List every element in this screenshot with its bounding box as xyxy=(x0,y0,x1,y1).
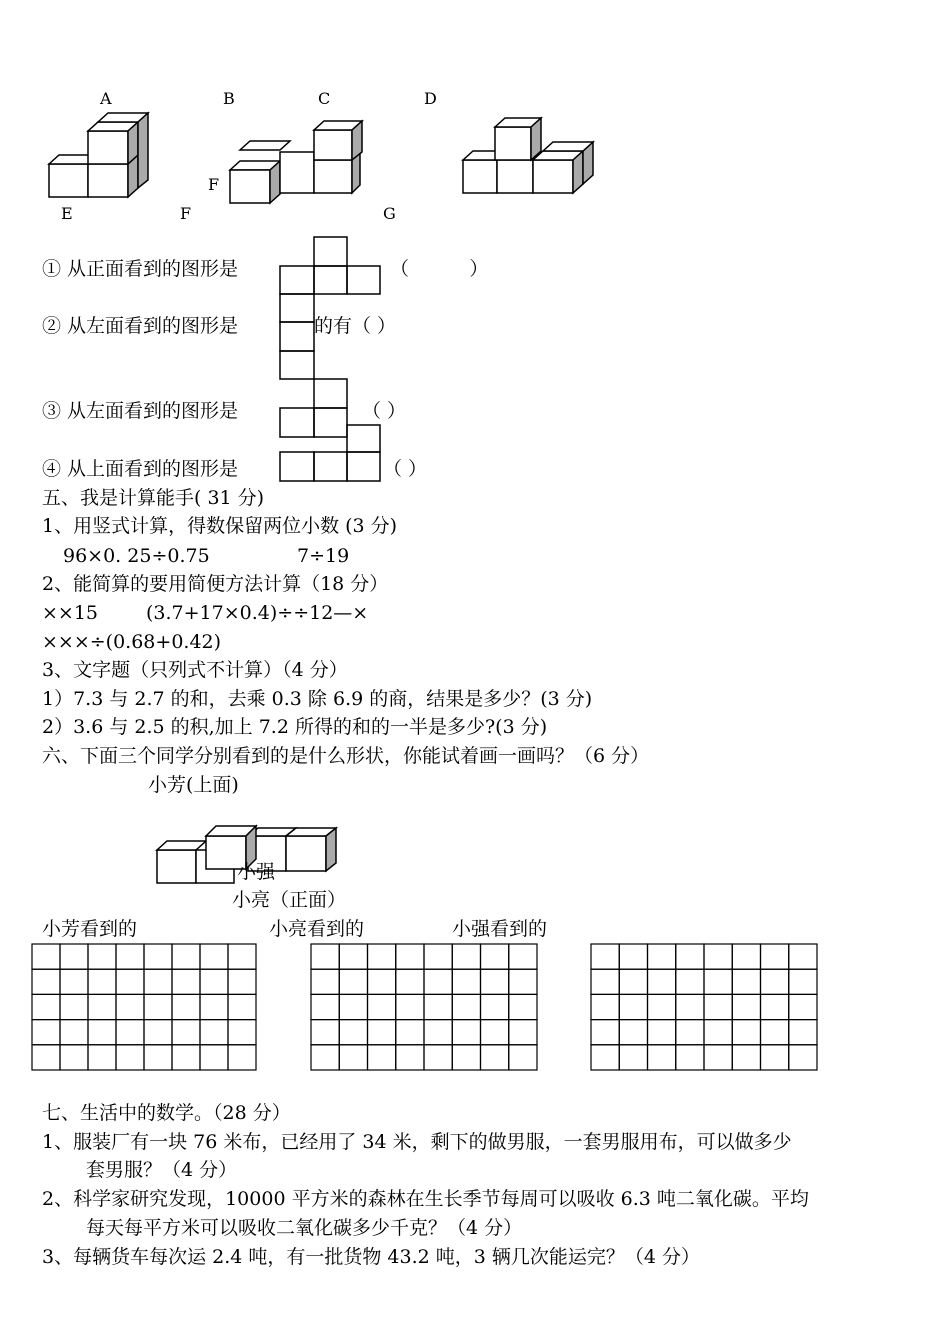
grid-cell xyxy=(452,994,480,1019)
grid-cell xyxy=(60,944,88,969)
grid-cell xyxy=(228,944,256,969)
view-label-side: 小强 xyxy=(237,861,276,883)
label-f-inner: F xyxy=(208,175,220,194)
grid-cell xyxy=(732,969,760,994)
section7-q1-cont: 套男服？（4 分） xyxy=(86,1159,238,1181)
grid-cell xyxy=(396,1045,424,1070)
grid-cell xyxy=(424,994,452,1019)
label-e: E xyxy=(61,204,73,223)
grid-cell xyxy=(732,944,760,969)
grid-cell xyxy=(452,944,480,969)
grid-cell xyxy=(339,969,367,994)
grid-cell xyxy=(761,944,789,969)
cube-figure-g xyxy=(463,118,593,193)
grid-label-2: 小亮看到的 xyxy=(269,918,365,940)
grid-cell xyxy=(116,969,144,994)
grid-cell xyxy=(481,1020,509,1045)
grid-cell xyxy=(172,1045,200,1070)
grid-cell xyxy=(116,1045,144,1070)
q4-item-2: ② 从左面看到的图形是 xyxy=(42,315,239,337)
view-shape-2 xyxy=(280,294,314,379)
grid-cell xyxy=(368,1045,396,1070)
section5-part3-q1: 1）7.3 与 2.7 的和，去乘 0.3 除 6.9 的商，结果是多少？(3 分) xyxy=(42,688,593,710)
grid-cell xyxy=(32,994,60,1019)
grid-cell xyxy=(368,969,396,994)
grid-cell xyxy=(591,1020,619,1045)
grid-cell xyxy=(396,944,424,969)
grid-label-3: 小强看到的 xyxy=(452,918,548,940)
grid-cell xyxy=(676,994,704,1019)
grid-cell xyxy=(88,969,116,994)
grid-cell xyxy=(424,1045,452,1070)
section7-q2: 2、科学家研究发现，10000 平方米的森林在生长季节每周可以吸收 6.3 吨二氧化碳。平均 xyxy=(42,1188,809,1210)
grid-cell xyxy=(704,1020,732,1045)
view-label-front: 小亮（正面） xyxy=(232,889,347,911)
grid-cell xyxy=(88,944,116,969)
q4-item-3-tail: （ ） xyxy=(362,400,407,422)
cube-figure-f xyxy=(230,121,362,203)
grid-cell xyxy=(60,994,88,1019)
grid-cell xyxy=(452,1020,480,1045)
grid-cell xyxy=(509,969,537,994)
section5-part3-q2: 2）3.6 与 2.5 的积,加上 7.2 所得的和的一半是多少?(3 分) xyxy=(42,716,548,738)
grid-cell xyxy=(116,944,144,969)
grid-cell xyxy=(591,1045,619,1070)
q4-item-1-tail xyxy=(344,257,363,281)
grid-cell xyxy=(200,944,228,969)
label-a: A xyxy=(100,89,112,108)
grid-cell xyxy=(144,1020,172,1045)
grid-cell xyxy=(32,944,60,969)
grid-cell xyxy=(619,994,647,1019)
grid-cell xyxy=(228,1045,256,1070)
grid-cell xyxy=(761,1045,789,1070)
drawing-grid-2[interactable] xyxy=(310,943,538,1071)
grid-cell xyxy=(200,1045,228,1070)
grid-cell xyxy=(172,969,200,994)
grid-cell xyxy=(424,1020,452,1045)
grid-cell xyxy=(311,969,339,994)
grid-cell xyxy=(789,1045,817,1070)
grid-cell xyxy=(789,1020,817,1045)
section5-part1: 1、用竖式计算，得数保留两位小数 (3 分) xyxy=(42,515,398,537)
grid-cell xyxy=(368,994,396,1019)
grid-cell xyxy=(60,1020,88,1045)
q4-item-4: ④ 从上面看到的图形是 xyxy=(42,458,239,480)
drawing-grid-3[interactable] xyxy=(590,943,818,1071)
grid-cell xyxy=(88,994,116,1019)
section5-calc-1b: (3.7+17×0.4)÷÷12—× xyxy=(146,602,369,624)
grid-cell xyxy=(144,969,172,994)
view-shape-4 xyxy=(280,425,380,481)
section7-q2-cont: 每天每平方米可以吸收二氧化碳多少千克？（4 分） xyxy=(86,1217,523,1239)
grid-cell xyxy=(228,1020,256,1045)
grid-cell xyxy=(761,969,789,994)
grid-cell xyxy=(789,969,817,994)
grid-cell xyxy=(311,1020,339,1045)
grid-cell xyxy=(60,969,88,994)
grid-cell xyxy=(116,994,144,1019)
grid-cell xyxy=(789,944,817,969)
label-g: G xyxy=(383,204,396,223)
grid-cell xyxy=(228,994,256,1019)
grid-cell xyxy=(396,969,424,994)
q4-item-1: ① 从正面看到的图形是 xyxy=(42,258,239,280)
label-b: B xyxy=(223,89,235,108)
grid-cell xyxy=(32,1045,60,1070)
grid-cell xyxy=(591,944,619,969)
grid-cell xyxy=(311,944,339,969)
grid-cell xyxy=(789,994,817,1019)
grid-cell xyxy=(481,994,509,1019)
grid-cell xyxy=(591,994,619,1019)
grid-cell xyxy=(424,944,452,969)
view-label-top: 小芳(上面) xyxy=(148,774,239,796)
grid-cell xyxy=(761,1020,789,1045)
grid-cell xyxy=(648,1045,676,1070)
section5-calc-1a: ××15 xyxy=(42,602,99,624)
grid-cell xyxy=(200,994,228,1019)
drawing-grid-1[interactable] xyxy=(31,943,257,1071)
grid-cell xyxy=(452,1045,480,1070)
section5-expr2: 7÷19 xyxy=(297,545,350,567)
grid-cell xyxy=(368,944,396,969)
grid-cell xyxy=(648,944,676,969)
grid-cell xyxy=(619,969,647,994)
grid-cell xyxy=(481,1045,509,1070)
grid-cell xyxy=(676,944,704,969)
q4-item-2-tail: 的有（ ） xyxy=(314,315,397,337)
grid-cell xyxy=(619,1045,647,1070)
grid-cell xyxy=(60,1045,88,1070)
label-d: D xyxy=(424,89,437,108)
grid-cell xyxy=(591,969,619,994)
grid-cell xyxy=(509,994,537,1019)
grid-cell xyxy=(704,1045,732,1070)
grid-cell xyxy=(200,1020,228,1045)
grid-cell xyxy=(704,944,732,969)
grid-cell xyxy=(172,1020,200,1045)
grid-cell xyxy=(144,1045,172,1070)
grid-cell xyxy=(648,994,676,1019)
grid-cell xyxy=(396,1020,424,1045)
grid-cell xyxy=(676,1045,704,1070)
grid-cell xyxy=(619,1020,647,1045)
grid-cell xyxy=(396,994,424,1019)
grid-cell xyxy=(88,1045,116,1070)
grid-cell xyxy=(32,1020,60,1045)
grid-cell xyxy=(88,1020,116,1045)
section7-q3: 3、每辆货车每次运 2.4 吨，有一批货物 43.2 吨，3 辆几次能运完？（4 分） xyxy=(42,1246,701,1268)
grid-cell xyxy=(732,994,760,1019)
grid-cell xyxy=(339,1045,367,1070)
grid-label-1: 小芳看到的 xyxy=(42,918,138,940)
grid-cell xyxy=(676,1020,704,1045)
grid-cell xyxy=(648,1020,676,1045)
view-shape-1 xyxy=(280,237,380,294)
grid-cell xyxy=(509,944,537,969)
section5-title: 五、我是计算能手( 31 分) xyxy=(42,487,265,509)
q4-item-3: ③ 从左面看到的图形是 xyxy=(42,400,239,422)
section5-part3: 3、文字题（只列式不计算）（4 分） xyxy=(42,659,348,681)
section5-expr1: 96×0. 25÷0.75 xyxy=(63,545,210,567)
section7-q1: 1、服装厂有一块 76 米布，已经用了 34 米，剩下的做男服，一套男服用布，可以做多少 xyxy=(42,1131,792,1153)
section7-title: 七、生活中的数学。（28 分） xyxy=(42,1102,291,1124)
label-f: F xyxy=(180,204,192,223)
grid-cell xyxy=(704,969,732,994)
q4-item-4-tail: （ ） xyxy=(383,458,428,480)
grid-cell xyxy=(144,944,172,969)
grid-cell xyxy=(228,969,256,994)
grid-cell xyxy=(200,969,228,994)
grid-cell xyxy=(172,994,200,1019)
section5-calc-2: ×××÷(0.68+0.42) xyxy=(42,631,222,653)
section6-title: 六、下面三个同学分别看到的是什么形状，你能试着画一画吗？（6 分） xyxy=(42,745,650,767)
grid-cell xyxy=(676,969,704,994)
q4-item-1-answer: （ ） xyxy=(390,258,489,280)
view-shape-3 xyxy=(280,379,347,437)
grid-cell xyxy=(368,1020,396,1045)
grid-cell xyxy=(509,1020,537,1045)
grid-cell xyxy=(481,969,509,994)
grid-cell xyxy=(732,1020,760,1045)
grid-cell xyxy=(32,969,60,994)
grid-cell xyxy=(704,994,732,1019)
grid-cell xyxy=(311,1045,339,1070)
grid-cell xyxy=(339,994,367,1019)
grid-cell xyxy=(424,969,452,994)
grid-cell xyxy=(648,969,676,994)
cube-figure-e xyxy=(49,113,148,197)
grid-cell xyxy=(619,944,647,969)
label-c: C xyxy=(318,89,331,108)
grid-cell xyxy=(339,944,367,969)
grid-cell xyxy=(452,969,480,994)
grid-cell xyxy=(116,1020,144,1045)
section5-part2: 2、能简算的要用简便方法计算（18 分） xyxy=(42,573,389,595)
grid-cell xyxy=(509,1045,537,1070)
grid-cell xyxy=(172,944,200,969)
grid-cell xyxy=(761,994,789,1019)
grid-cell xyxy=(339,1020,367,1045)
grid-cell xyxy=(481,944,509,969)
grid-cell xyxy=(144,994,172,1019)
grid-cell xyxy=(311,994,339,1019)
grid-cell xyxy=(732,1045,760,1070)
